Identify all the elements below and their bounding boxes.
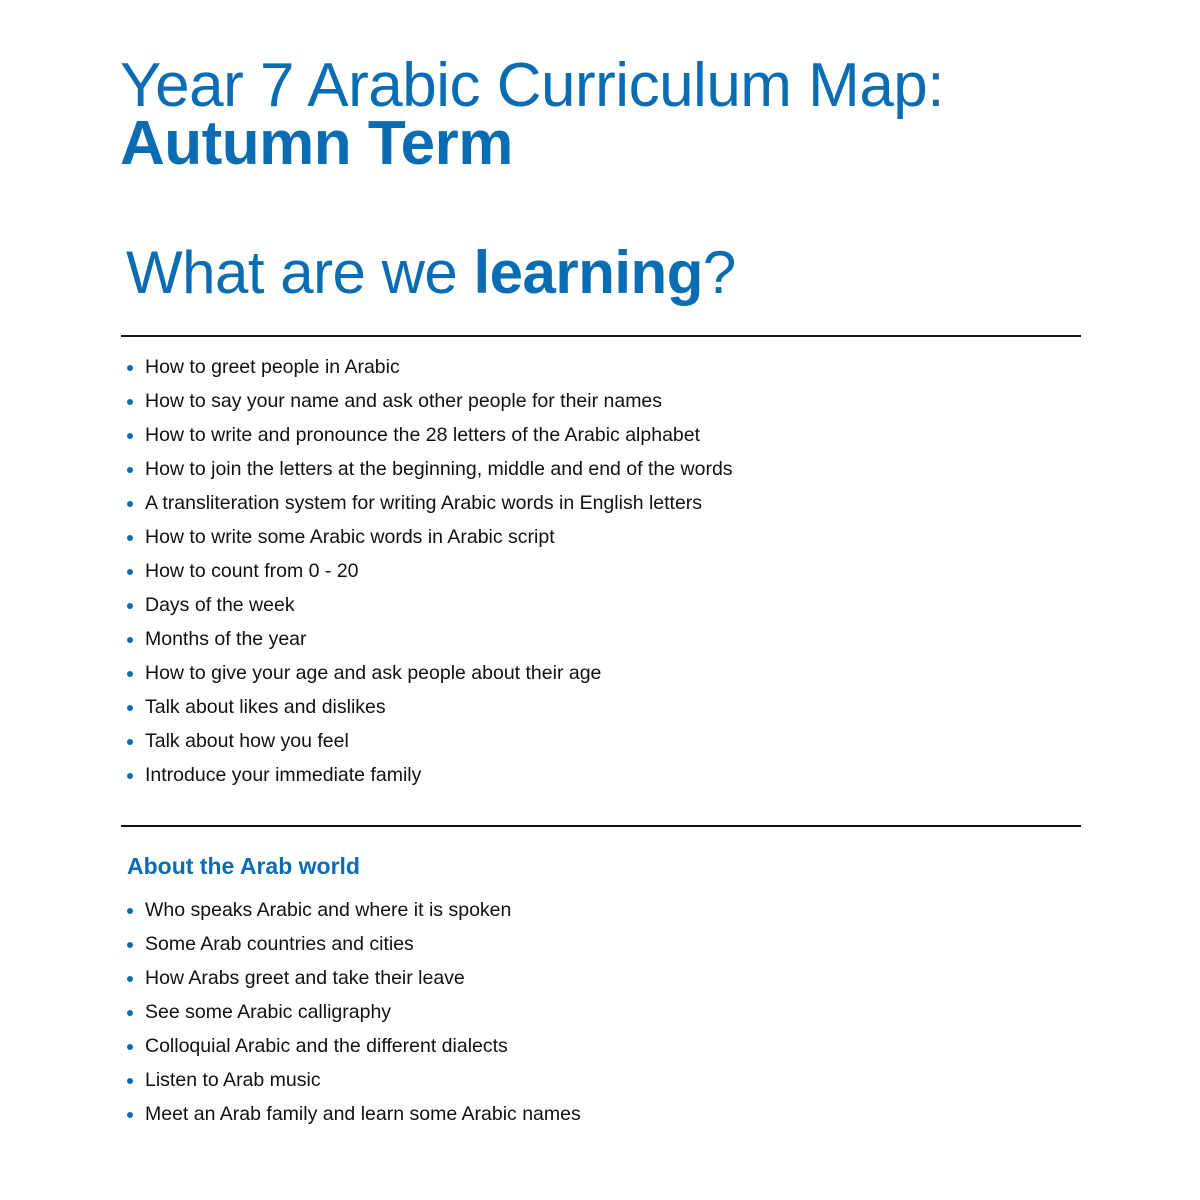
list-item xyxy=(126,452,733,486)
list-item-text: How to write and pronounce the 28 letters of the Arabic alphabet xyxy=(145,424,701,446)
list-item-text: How to join the letters at the beginning, middle and end of the words xyxy=(145,458,733,480)
bullet-icon xyxy=(127,671,133,677)
bullet-icon xyxy=(127,467,133,473)
list-item xyxy=(126,927,581,961)
list-item xyxy=(126,418,733,452)
list-item-text: How to say your name and ask other people for their names xyxy=(145,390,663,412)
bullet-icon xyxy=(127,976,133,982)
bullet-icon xyxy=(127,908,133,914)
list-item xyxy=(126,520,733,554)
list-item xyxy=(126,1063,581,1097)
bullet-icon xyxy=(127,433,133,439)
list-item-text: Talk about how you feel xyxy=(145,730,349,752)
list-item xyxy=(126,893,581,927)
bullet-icon xyxy=(127,1078,133,1084)
bullet-icon xyxy=(127,501,133,507)
divider-top xyxy=(121,335,1081,337)
list-item xyxy=(126,350,733,384)
list-item-text: Talk about likes and dislikes xyxy=(145,696,386,718)
page-title xyxy=(120,51,945,178)
bullet-icon xyxy=(127,365,133,371)
list-item xyxy=(126,656,733,690)
list-item-text: How Arabs greet and take their leave xyxy=(145,967,465,989)
divider-middle xyxy=(121,825,1081,827)
learning-heading-suffix: ? xyxy=(702,239,736,306)
list-item-text: Days of the week xyxy=(145,594,295,616)
list-item-text: A transliteration system for writing Arabic words in English letters xyxy=(145,492,703,514)
learning-heading-emphasis: learning xyxy=(473,239,703,306)
bullet-icon xyxy=(127,637,133,643)
list-item xyxy=(126,995,581,1029)
arab-world-list xyxy=(126,893,581,1131)
bullet-icon xyxy=(127,705,133,711)
list-item xyxy=(126,588,733,622)
list-item xyxy=(126,724,733,758)
list-item xyxy=(126,1097,581,1131)
list-item-text: Months of the year xyxy=(145,628,307,650)
list-item-text: How to write some Arabic words in Arabic script xyxy=(145,526,555,548)
arab-world-heading: About the Arab world xyxy=(127,853,360,879)
bullet-icon xyxy=(127,1044,133,1050)
list-item-text: How to greet people in Arabic xyxy=(145,356,400,378)
list-item xyxy=(126,622,733,656)
list-item-text: How to count from 0 - 20 xyxy=(145,560,359,582)
bullet-icon xyxy=(127,535,133,541)
list-item-text: Who speaks Arabic and where it is spoken xyxy=(145,899,512,921)
page-title-term: Autumn Term xyxy=(120,109,513,178)
list-item-text: Meet an Arab family and learn some Arabic names xyxy=(145,1103,581,1125)
list-item-text: Introduce your immediate family xyxy=(145,764,422,786)
bullet-icon xyxy=(127,942,133,948)
page-title-line-1: Year 7 Arabic Curriculum Map: xyxy=(120,51,945,120)
list-item xyxy=(126,554,733,588)
learning-list xyxy=(126,350,733,792)
list-item-text: Listen to Arab music xyxy=(145,1069,321,1091)
bullet-icon xyxy=(127,1010,133,1016)
bullet-icon xyxy=(127,399,133,405)
list-item-text: Colloquial Arabic and the different dialects xyxy=(145,1035,508,1057)
list-item xyxy=(126,486,733,520)
bullet-icon xyxy=(127,739,133,745)
learning-heading xyxy=(126,238,736,308)
list-item xyxy=(126,384,733,418)
bullet-icon xyxy=(127,603,133,609)
list-item-text: How to give your age and ask people about their age xyxy=(145,662,602,684)
list-item xyxy=(126,961,581,995)
bullet-icon xyxy=(127,1112,133,1118)
list-item xyxy=(126,690,733,724)
list-item-text: See some Arabic calligraphy xyxy=(145,1001,392,1023)
list-item xyxy=(126,758,733,792)
list-item-text: Some Arab countries and cities xyxy=(145,933,414,955)
learning-heading-prefix: What are we xyxy=(126,239,474,306)
bullet-icon xyxy=(127,569,133,575)
bullet-icon xyxy=(127,773,133,779)
list-item xyxy=(126,1029,581,1063)
